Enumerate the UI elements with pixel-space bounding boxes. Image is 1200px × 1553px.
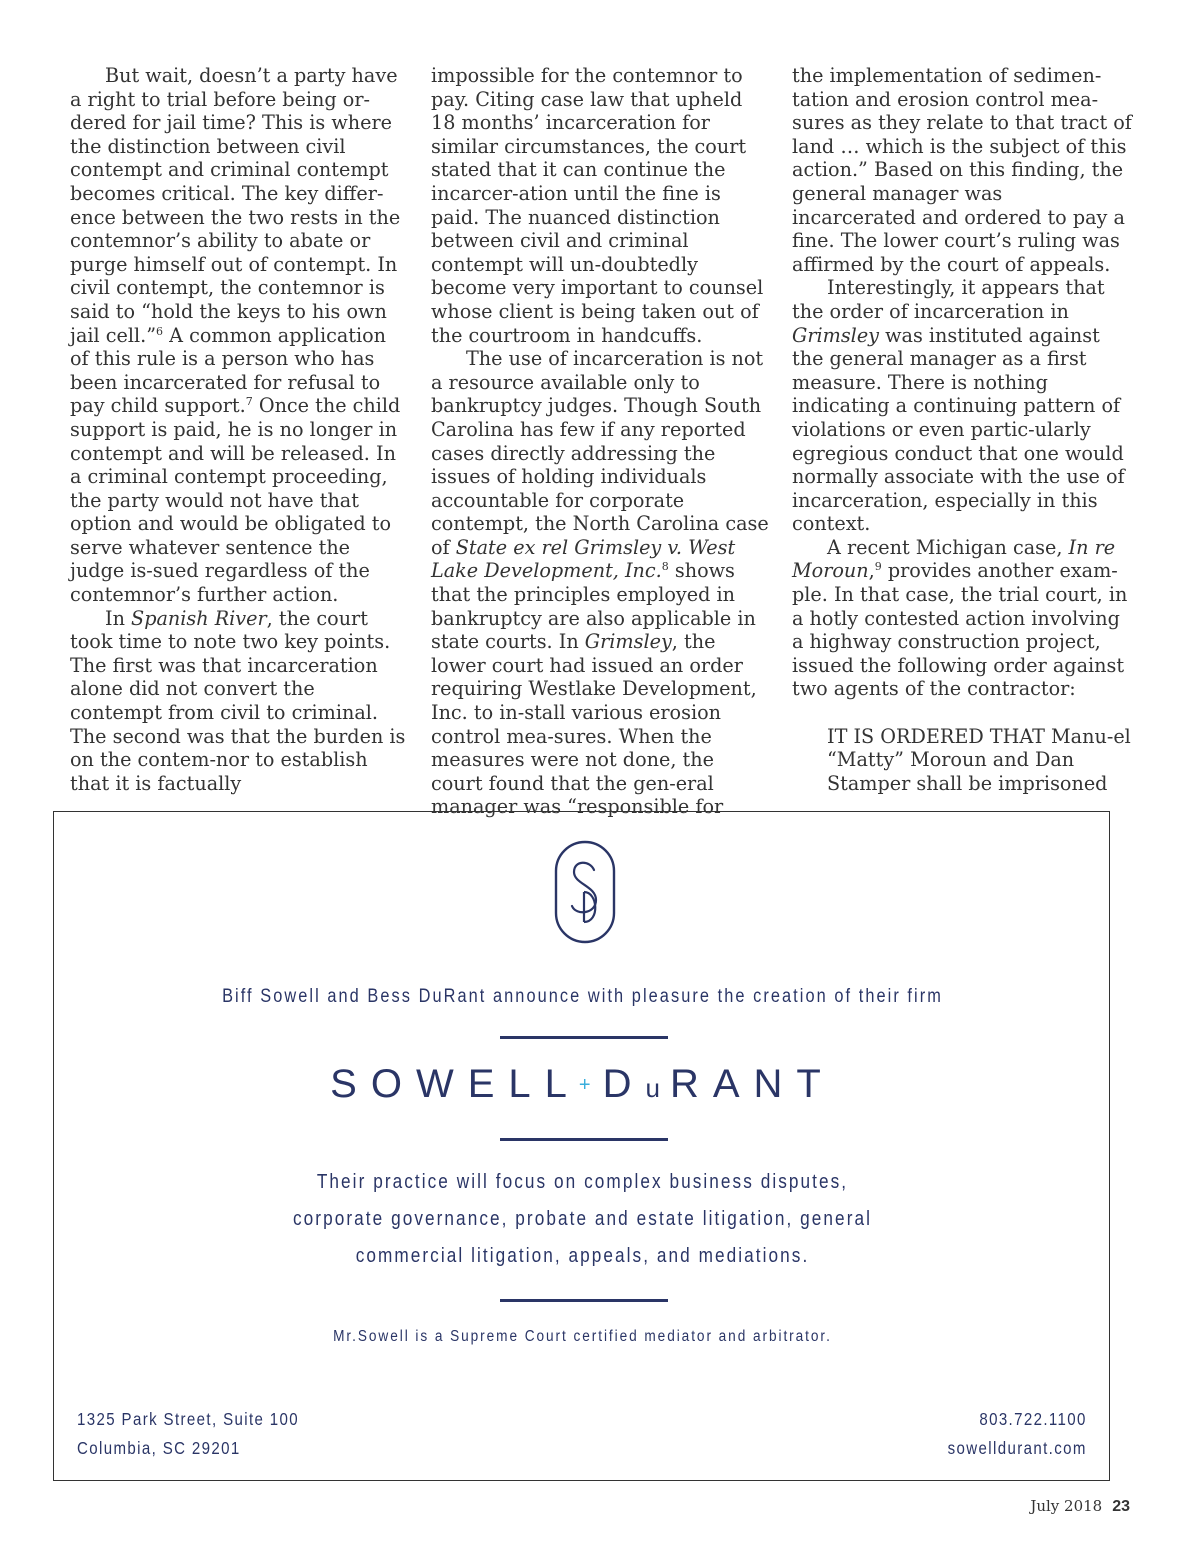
page-number: 23 bbox=[1112, 1498, 1130, 1515]
firm-name: SOWELL+ DuRANT bbox=[330, 1062, 835, 1106]
certification-note: Mr.Sowell is a Supreme Court certified mediator and arbitrator. bbox=[333, 1328, 832, 1345]
case-name: Grimsley bbox=[584, 630, 672, 654]
article-column-2 bbox=[431, 64, 771, 819]
advertisement bbox=[53, 811, 1110, 1481]
address-line: Columbia, SC 29201 bbox=[77, 1438, 241, 1458]
divider bbox=[500, 1036, 668, 1039]
case-name: State ex rel Grimsley v. West Lake Development, Inc. bbox=[431, 535, 736, 583]
footnote-ref-9: 9 bbox=[874, 560, 882, 574]
page-footer bbox=[1030, 1497, 1130, 1516]
block-quote: IT IS ORDERED THAT Manu-el “Matty” Moroun and Dan Stamper shall be imprisoned bbox=[827, 724, 1131, 795]
firm-address bbox=[77, 1405, 299, 1463]
case-name: Grimsley bbox=[792, 323, 880, 347]
paragraph: impossible for the contemnor to pay. Citing case law that upheld 18 months’ incarceration for similar circumstances, the court stated that it can continue the incarcer-ation until the fine is paid. The nuanced distinction between civil and criminal contempt will un-doubtedly become very important to counsel whose client is being taken out of the courtroom in handcuffs. bbox=[431, 64, 764, 347]
article-body bbox=[70, 64, 1132, 819]
divider bbox=[500, 1138, 668, 1141]
practice-areas: Their practice will focus on complex business disputes, corporate governance, probate and estate litigation, general commercial litigation, appeals, and mediations. bbox=[293, 1171, 872, 1267]
paragraph: But wait, doesn’t a party have a right to trial before being or-dered for jail time? This is where the distinction between civil contempt and criminal contempt becomes critical. The key differ-ence between the two rests in the contemnor’s ability to abate or purge himself out of contempt. In civil contempt, the contemnor is said to “hold the keys to his own jail cell.”$^6$ A common application of this rule is a person who has been incarcerated for refusal to pay child support.$^7$ Once the child support is paid, he is no longer in contempt and will be released. In a criminal contempt proceeding, the party would not have that option and would be obligated to serve whatever sentence the judge is-sued regardless of the contemnor’s further action. bbox=[70, 64, 401, 607]
issue-date: July 2018 bbox=[1030, 1497, 1103, 1515]
sd-monogram-icon bbox=[554, 840, 616, 944]
footnote-ref-8: 8 bbox=[661, 560, 669, 574]
plus-icon: + bbox=[578, 1074, 591, 1096]
paragraph: A recent Michigan case, In re Moroun,$^9$ provides another exam-ple. In that case, the trial court, in a hotly contested action involving a highway construction project, issued the following order against two agents of the contractor: bbox=[792, 535, 1128, 701]
footnote-ref-7: 7 bbox=[245, 395, 253, 409]
firm-contact bbox=[948, 1405, 1087, 1463]
paragraph: In Spanish River, the court took time to note two key points. The first was that incarceration alone did not convert the contempt from civil to criminal. The second was that the burden is on the contem-nor to establish that it is factually bbox=[70, 606, 406, 795]
phone-number: 803.722.1100 bbox=[979, 1409, 1087, 1429]
footnote-ref-6: 6 bbox=[156, 324, 164, 338]
announcement-text: Biff Sowell and Bess DuRant announce with pleasure the creation of their firm bbox=[222, 986, 943, 1007]
paragraph: The use of incarceration is not a resource available only to bankruptcy judges. Though South Carolina has few if any reported cases directly addressing the issues of holding individuals accountable for corporate contempt, the North Carolina case of State ex rel Grimsley v. West Lake Development, Inc.$^8$ shows that the principles employed in bankruptcy are also applicable in state courts. In Grimsley, the lower court had issued an order requiring Westlake Development, Inc. to in-stall various erosion control mea-sures. When the measures were not done, the court found that the gen-eral manager was “responsible for bbox=[431, 347, 769, 819]
paragraph: Interestingly, it appears that the order of incarceration in Grimsley was instituted against the general manager as a first measure. There is nothing indicating a continuing pattern of violations or even partic-ularly egregious conduct that one would normally associate with the use of incarceration, especially in this context. bbox=[792, 276, 1125, 536]
case-name: In re Moroun bbox=[792, 535, 1116, 583]
divider bbox=[500, 1299, 668, 1302]
paragraph: the implementation of sedimen-tation and erosion control mea-sures as they relate to that tract of land … which is the subject of this action.” Based on this finding, the general manager was incarcerated and ordered to pay a fine. The lower court’s ruling was affirmed by the court of appeals. bbox=[792, 64, 1132, 276]
case-name: Spanish River bbox=[131, 606, 267, 630]
website-link[interactable]: sowelldurant.com bbox=[947, 1438, 1087, 1458]
article-column-1 bbox=[70, 64, 410, 795]
address-line: 1325 Park Street, Suite 100 bbox=[77, 1409, 300, 1429]
article-column-3 bbox=[792, 64, 1132, 795]
